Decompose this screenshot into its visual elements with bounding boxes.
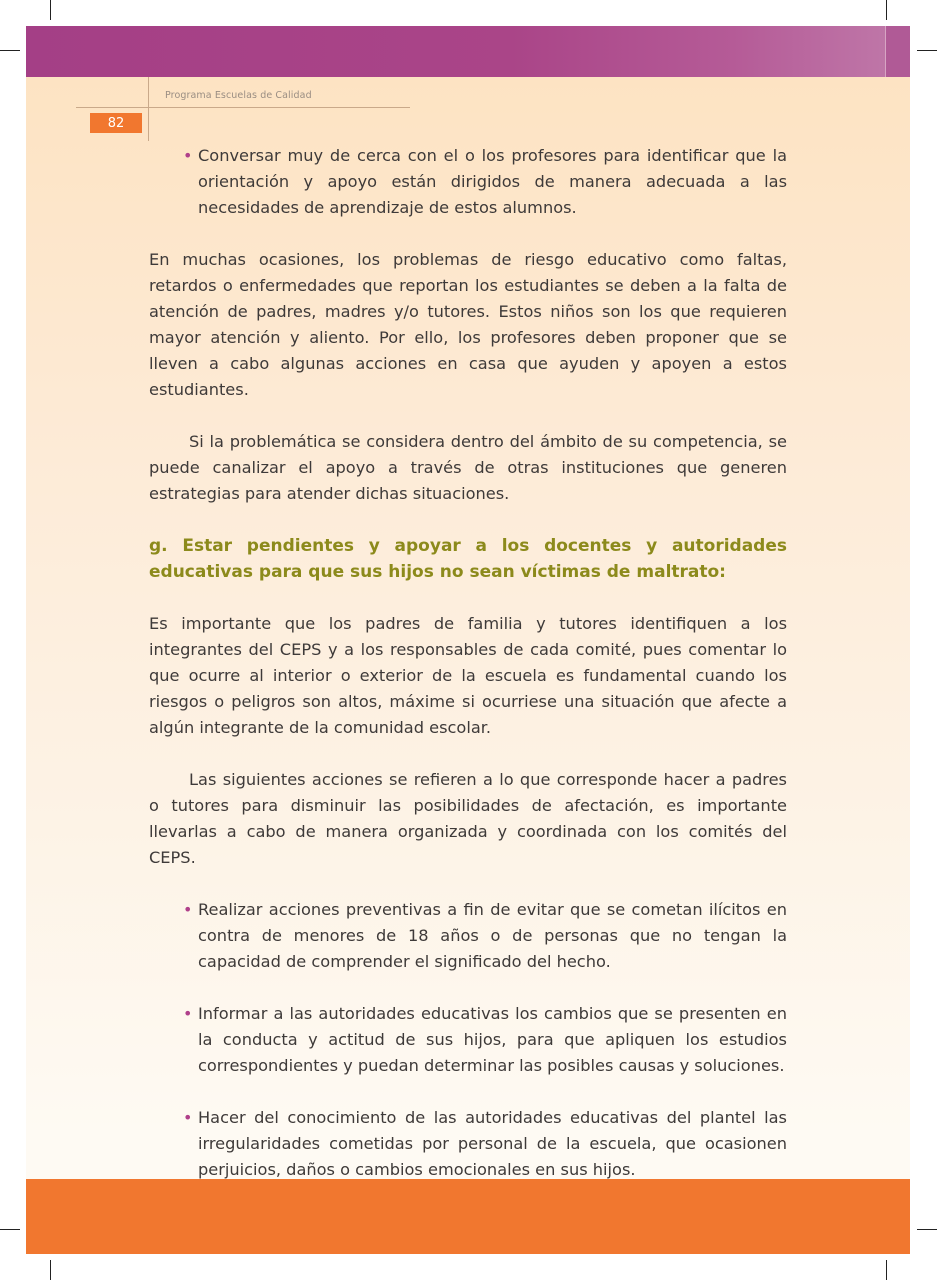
crop-mark — [917, 1229, 937, 1230]
header-horizontal-rule — [76, 107, 410, 108]
footer-band — [26, 1179, 910, 1254]
header-vertical-rule — [148, 77, 149, 141]
header-band — [26, 26, 910, 77]
page-number: 82 — [90, 113, 142, 133]
bullet-item — [149, 897, 787, 975]
crop-mark — [50, 0, 51, 20]
paragraph: Es importante que los padres de familia y tutores identifiquen a los integrantes del CEPS y a los responsables de cada comité, pues comentar lo que ocurre al interior o exterior de la escuela es fundamental cuando los riesgos o peligros son altos, máxime si ocurriese una situación que afecte a algún integrante de la comunidad escolar. — [149, 614, 787, 737]
bullet-marker: • — [183, 146, 193, 165]
main-content — [149, 143, 787, 1183]
crop-mark — [0, 50, 20, 51]
crop-mark — [886, 1260, 887, 1280]
bullet-item — [149, 143, 787, 221]
running-title: Programa Escuelas de Calidad — [165, 90, 312, 101]
crop-mark — [50, 1260, 51, 1280]
paragraph: En muchas ocasiones, los problemas de riesgo educativo como faltas, retardos o enfermedades que reportan los estudiantes se deben a la falta de atención de padres, madres y/o tutores. Estos niños son los que requieren mayor atención y aliento. Por ello, los profesores deben proponer que se lleven a cabo algunas acciones en casa que ayuden y apoyen a estos estudiantes. — [149, 250, 787, 399]
bullet-marker: • — [183, 1004, 193, 1023]
paragraph: Si la problemática se considera dentro del ámbito de su competencia, se puede canalizar el apoyo a través de otras instituciones que generen estrategias para atender dichas situaciones. — [149, 432, 787, 503]
header-band-tab — [885, 26, 910, 77]
crop-mark — [886, 0, 887, 20]
section-heading: g. Estar pendientes y apoyar a los docentes y autoridades educativas para que sus hijos no sean víctimas de maltrato: — [149, 536, 787, 582]
bullet-text: Realizar acciones preventivas a fin de evitar que se cometan ilícitos en contra de menores de 18 años o de personas que no tengan la capacidad de comprender el significado del hecho. — [198, 900, 787, 971]
bullet-text: Hacer del conocimiento de las autoridades educativas del plantel las irregularidades cometidas por personal de la escuela, que ocasionen perjuicios, daños o cambios emocionales en sus hijos. — [198, 1108, 787, 1179]
bullet-marker: • — [183, 900, 193, 919]
paragraph: Las siguientes acciones se refieren a lo que corresponde hacer a padres o tutores para disminuir las posibilidades de afectación, es importante llevarlas a cabo de manera organizada y coordinada con los comités del CEPS. — [149, 770, 787, 867]
crop-mark — [0, 1229, 20, 1230]
bullet-text: Informar a las autoridades educativas los cambios que se presenten en la conducta y actitud de sus hijos, para que apliquen los estudios correspondientes y puedan determinar las posibles causas y soluciones. — [198, 1004, 787, 1075]
bullet-text: Conversar muy de cerca con el o los profesores para identificar que la orientación y apoyo están dirigidos de manera adecuada a las necesidades de aprendizaje de estos alumnos. — [198, 146, 787, 217]
crop-mark — [917, 50, 937, 51]
bullet-marker: • — [183, 1108, 193, 1127]
page — [26, 26, 910, 1254]
bullet-item — [149, 1001, 787, 1079]
bullet-item — [149, 1105, 787, 1183]
